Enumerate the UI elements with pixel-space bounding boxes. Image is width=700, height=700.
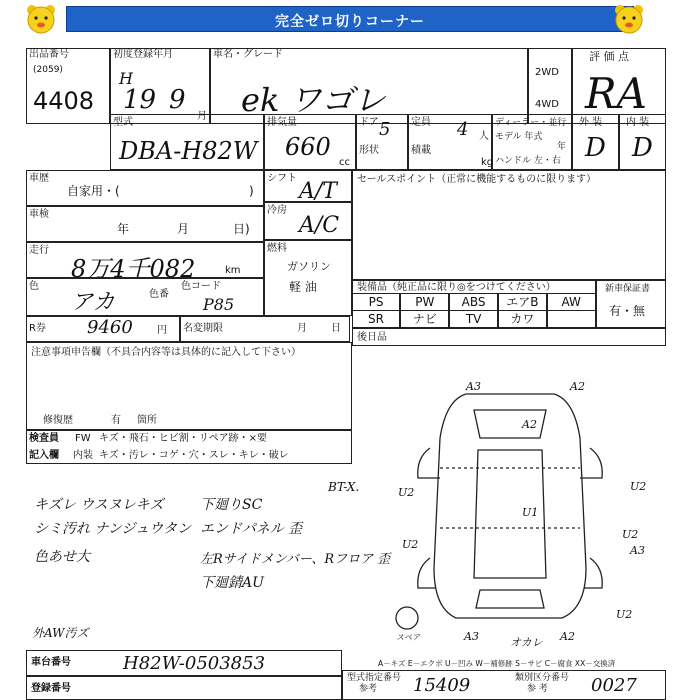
warranty-label: 新車保証書 [605,284,651,294]
repair-value: 有 [111,415,121,426]
bear-mascot-icon [612,2,646,36]
damage-mark: U2 [630,480,647,493]
inspector-fw-label: FW [75,433,91,444]
damage-mark: U2 [622,528,639,541]
dealer-year-unit: 年 [557,142,567,152]
diagram-legend: A－キズ E－エクボ U－凹み W－補修跡 S－サビ C－腐食 XX－交換済 [378,659,616,668]
equipment-cell: ナビ [400,310,449,328]
inspector-in-items: キズ・汚レ・コゲ・穴・スレ・キレ・破レ [99,450,289,461]
designation-label: 型式指定番号 [347,673,402,683]
inspector-in-label: 内装 [73,450,93,461]
grade-value: RA [585,69,647,118]
inspection-day: 日) [233,222,250,236]
remark-line: 外AW汚ズ [32,626,89,640]
category-label: 類別区分番号 [515,673,570,683]
color-label: 色 [29,281,39,292]
doors-label: ドア [359,117,379,128]
equipment-cell: PS [352,293,401,311]
equipment-cell: AW [547,293,596,311]
registration-no-label: 登録番号 [31,683,71,694]
capacity-unit: 人 [479,131,489,142]
equipment-cell: PW [400,293,449,311]
inspection-label: 車検 [29,209,49,220]
inspection-month: 月 [177,222,190,236]
aircon-value: A/C [299,213,340,238]
category-note: 参 考 [527,684,548,694]
equipment-cell: エアB [498,293,547,311]
diagram-bottom-label: A3 [464,630,479,643]
diagram-bottom-label: A2 [560,630,575,643]
color-value: アカ [71,290,115,315]
repair-place: 箇所 [137,415,157,426]
fuel-alt: 軽 油 [289,280,317,294]
banner-title: 完全ゼロ切りコーナー [275,14,425,30]
inspector-label: 検査員 [29,433,59,444]
drive-2wd: 2WD [535,67,559,78]
remark-line: シミ汚れ ナンジュウタン [34,521,191,537]
banner-title-bar [66,6,634,32]
engine-value: 660 [285,133,331,161]
equipment-cell: TV [449,310,498,328]
lot-label: 出品番号 [29,49,69,60]
warranty-value: 有・無 [609,304,646,318]
inspector-entry-label: 記入欄 [29,450,59,461]
name-change-month: 月 [297,323,307,334]
recycle-label: R券 [29,323,46,334]
remark-line: 色あせ大 [34,549,90,565]
diagram-bottom-label: オカレ [510,636,543,649]
name-change-day: 日 [331,323,341,334]
chassis-box [26,650,342,676]
equipment-label: 装備品（純正品に限り◎をつけてください） [357,282,556,293]
name-change-label: 名変期限 [183,323,223,334]
inspection-year: 年 [117,222,130,236]
damage-mark: U2 [398,486,415,499]
recycle-value: 9460 [87,317,133,338]
remark-line: 左Rサイドメンバー、Rフロア 歪 [200,552,391,567]
registration-month-unit: 月 [197,111,207,122]
grade-label: 評 価 点 [589,50,629,63]
mileage-unit: km [225,265,241,276]
dealer-handle: ハンドル 左・右 [495,156,561,166]
registration-era: H [119,69,133,88]
usage-close: ) [249,184,254,198]
doors-value: 5 [379,119,391,140]
recycle-unit: 円 [157,325,167,336]
capacity-label: 定員 [411,117,431,128]
remark-line: BT-X. [328,480,360,494]
sales-points-label: セールスポイント（正常に機能するものに限ります） [357,174,597,185]
remark-line: エンドパネル 歪 [200,521,303,537]
lot-sub-number: (2059) [33,65,63,75]
remark-line: キズレ ウスヌレキズ [34,497,164,513]
registration-month: 9 [169,85,186,115]
damage-mark: A3 [466,380,481,393]
inspector-fw-items: キズ・飛石・ヒビ割・リペア跡・×要 [99,433,267,444]
loading-unit: kg [481,157,494,168]
registration-year: 19 [123,85,157,115]
dealer-model-year: モデル 年式 [495,132,543,142]
model-label: 型式 [113,117,133,128]
damage-diagram [26,38,666,700]
top-banner [0,0,700,38]
damage-mark: A2 [522,418,537,431]
interior-value: D [632,133,653,163]
chassis-value: H82W-0503853 [123,653,266,674]
loading-label: 積載 [411,145,431,156]
damage-mark: U2 [402,538,419,551]
shift-label: シフト [267,173,297,184]
registration-no-box [26,676,342,700]
model-value: DBA-H82W [119,137,258,165]
chassis-label: 車台番号 [31,657,71,668]
vehicle-name: ek ワゴレ [241,81,386,119]
equipment-cell: ABS [449,293,498,311]
damage-mark: U2 [616,608,633,621]
drive-4wd: 4WD [535,99,559,110]
engine-label: 排気量 [267,117,297,128]
color-code-label: 色番 [149,289,169,300]
remark-line: 下廻りSC [200,497,263,513]
exterior-label: 外 装 [579,117,603,128]
usage-label: 車歴 [29,173,49,184]
repair-label: 修復歴 [43,415,73,426]
registration-label: 初度登録年月 [113,49,173,60]
capacity-value: 4 [457,119,469,140]
dealer-label: ディーラー・並行 [495,118,567,128]
mileage-value: 8万4千082 [71,255,196,283]
designation-value: 15409 [413,675,471,696]
shift-value: A/T [299,179,337,204]
rear-items-label: 後日品 [357,332,387,343]
lot-number: 4408 [33,87,95,115]
fuel-label: 燃料 [267,243,287,254]
diagram-bottom-label: スペア [396,633,420,642]
equipment-cell: SR [352,310,401,328]
category-value: 0027 [591,675,637,696]
notes-label: 注意事項申告欄（不具合内容等は具体的に記入して下さい） [31,347,301,358]
interior-label: 内 装 [626,117,650,128]
designation-box [342,670,666,700]
aircon-label: 冷房 [267,205,287,216]
fuel-value: ガソリン [287,260,331,273]
auction-sheet [26,38,666,700]
color-colorcode-value: P85 [203,295,235,314]
shape-label: 形状 [359,145,379,156]
usage-value: 自家用・( [67,184,120,198]
engine-unit: cc [339,157,350,168]
exterior-value: D [585,133,606,163]
damage-mark: A3 [630,544,645,557]
bear-mascot-icon [24,2,58,36]
damage-mark: A2 [570,380,585,393]
equipment-cell: カワ [498,310,547,328]
mileage-label: 走行 [29,245,49,256]
damage-mark: U1 [522,506,539,519]
designation-note: 参考 [359,684,378,694]
remark-line: 下廻錆AU [200,575,264,591]
color-colorcode-label: 色コード [181,281,221,292]
vehicle-label: 車名・グレード [213,49,283,60]
